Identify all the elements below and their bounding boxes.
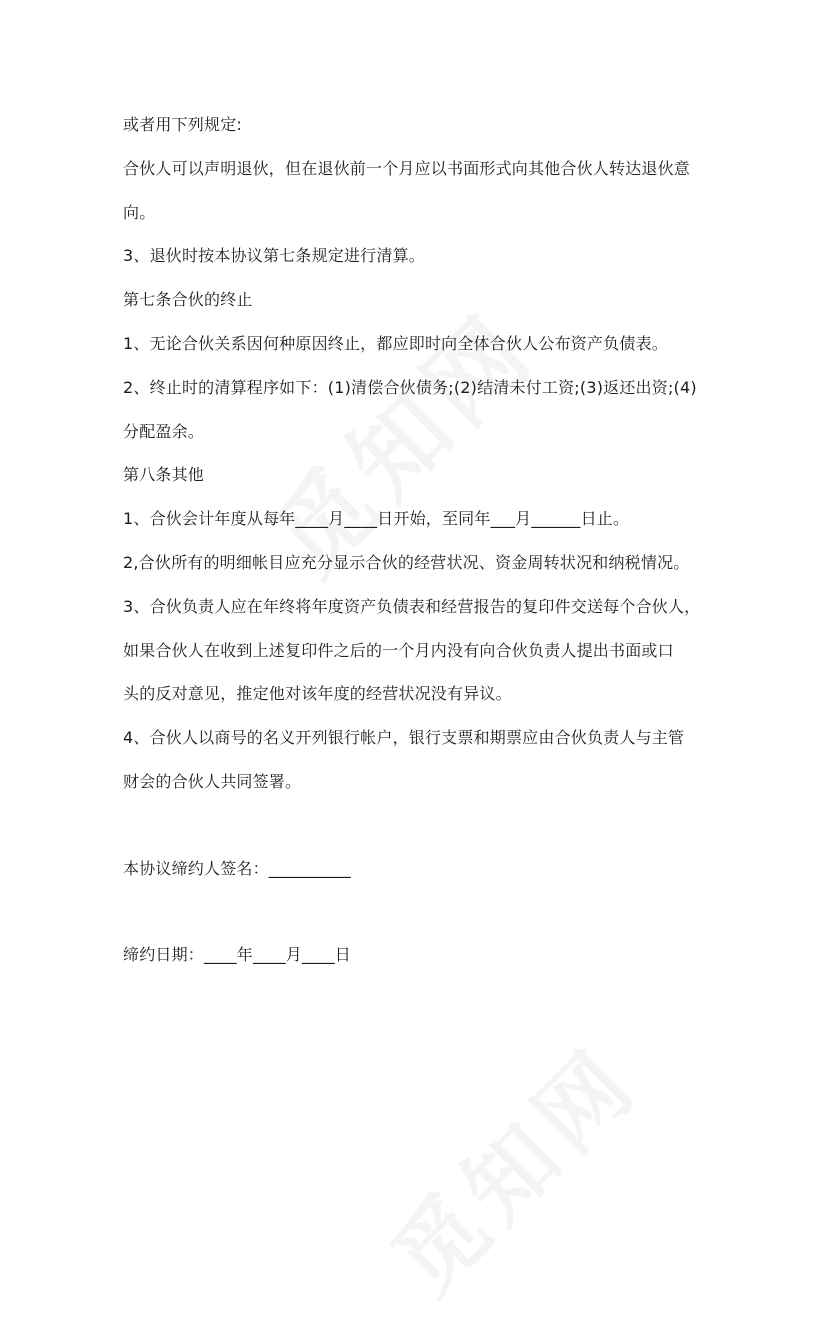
text-line-termination-2-cont: 分配盈余。 xyxy=(123,422,205,441)
text-line-report-3: 头的反对意见，推定他对该年度的经营状况没有异议。 xyxy=(123,684,512,703)
text-line-report-1: 3、合伙负责人应在年终将年度资产负债表和经营报告的复印件交送每个合伙人， xyxy=(123,597,701,616)
text-line-fiscal-year: 1、合伙会计年度从每年____月____日开始，至同年___月______日止。 xyxy=(123,509,630,528)
text-line-withdraw-settlement: 3、退伙时按本协议第七条规定进行清算。 xyxy=(123,246,425,265)
text-line-bank-2: 财会的合伙人共同签署。 xyxy=(123,772,302,791)
signing-date-line: 缔约日期：____年____月____日 xyxy=(123,945,352,964)
section-heading-article-8: 第八条其他 xyxy=(123,465,205,484)
section-heading-article-7: 第七条合伙的终止 xyxy=(123,290,253,309)
watermark-bottom xyxy=(358,1013,662,1317)
text-line-bank-1: 4、合伙人以商号的名义开列银行帐户，银行支票和期票应由合伙负责人与主管 xyxy=(123,728,685,747)
text-line-accounts: 2,合伙所有的明细帐目应充分显示合伙的经营状况、资金周转状况和纳税情况。 xyxy=(123,553,690,572)
text-line-withdraw-notice: 合伙人可以声明退伙，但在退伙前一个月应以书面形式向其他合伙人转达退伙意 xyxy=(123,159,691,178)
text-line-intro: 或者用下列规定: xyxy=(123,115,242,134)
signature-line: 本协议缔约人签名：__________ xyxy=(123,859,351,878)
text-line-report-2: 如果合伙人在收到上述复印件之后的一个月内没有向合伙负责人提出书面或口 xyxy=(123,641,674,660)
text-line-withdraw-notice-cont: 向。 xyxy=(123,203,156,222)
text-line-termination-2: 2、终止时的清算程序如下：(1)清偿合伙债务;(2)结清未付工资;(3)返还出资;(4) xyxy=(123,378,697,397)
text-line-termination-1: 1、无论合伙关系因何种原因终止，都应即时向全体合伙人公布资产负债表。 xyxy=(123,334,668,353)
